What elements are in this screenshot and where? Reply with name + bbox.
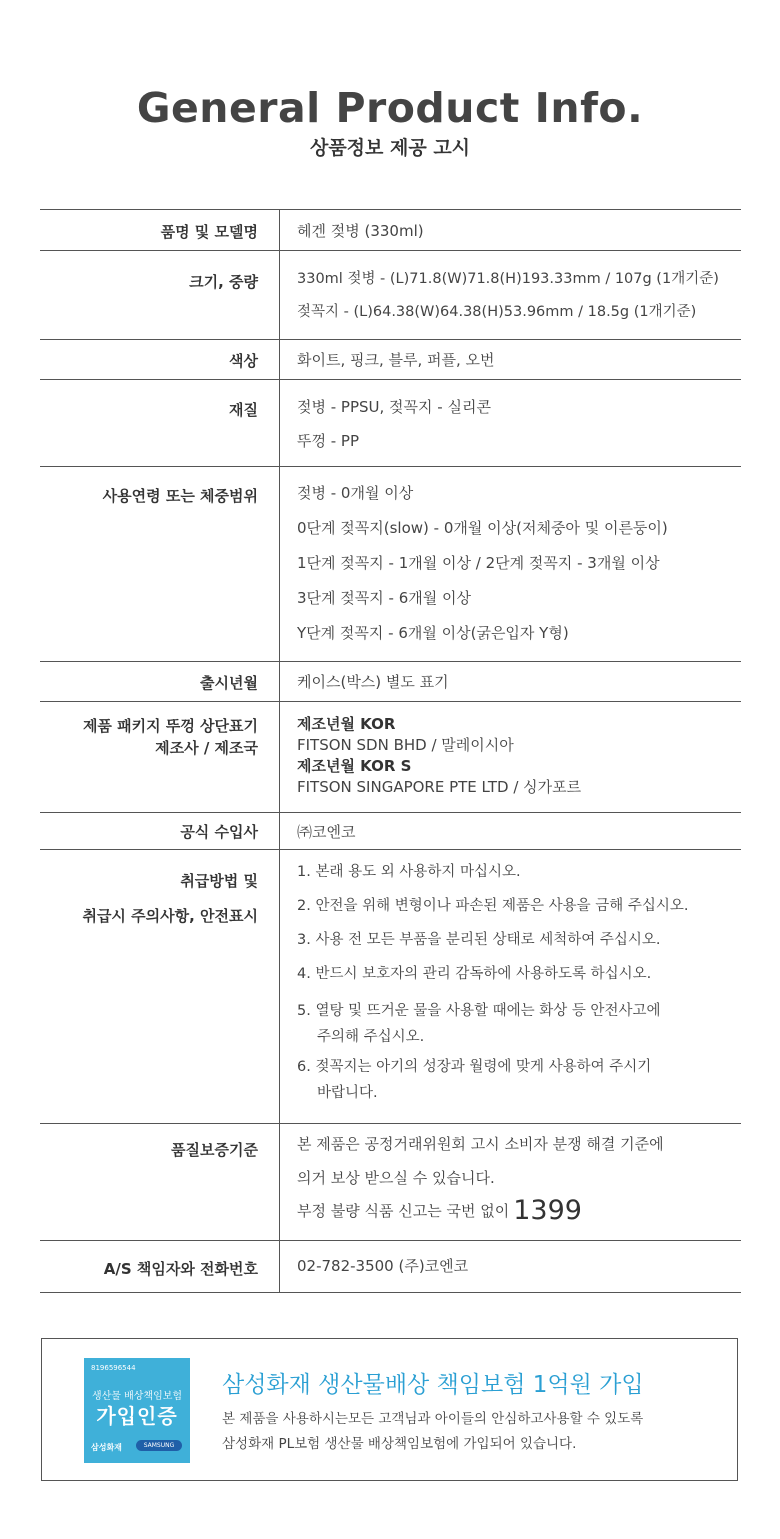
value-line: 2. 안전을 위해 변형이나 파손된 제품은 사용을 금해 주십시오. <box>297 898 689 914</box>
hotline-number: 1399 <box>513 1195 582 1226</box>
row-label: 색상 <box>40 340 280 379</box>
table-row-release-date <box>40 662 741 702</box>
badge-brand: 삼성화재 <box>91 1443 122 1452</box>
value-line: 330ml 젖병 - (L)71.8(W)71.8(H)193.33mm / 107g (1개기준) <box>297 271 719 287</box>
table-row-product-name <box>40 210 741 251</box>
value-line: 본 제품은 공정거래위원회 고시 소비자 분쟁 해결 기준에 <box>297 1135 664 1153</box>
banner-title: 삼성화재 생산물배상 책임보험 1억원 가입 <box>222 1372 644 1398</box>
value-line: 케이스(박스) 별도 표기 <box>297 673 449 691</box>
banner-desc-line: 본 제품을 사용하시는모든 고객님과 아이들의 안심하고사용할 수 있도록 <box>222 1411 644 1427</box>
value-line: 02-782-3500 (주)코엔코 <box>297 1257 469 1275</box>
value-line: 1단계 젖꼭지 - 1개월 이상 / 2단계 젖꼭지 - 3개월 이상 <box>297 554 660 572</box>
badge-line2: 가입인증 <box>96 1404 178 1428</box>
row-value <box>280 380 741 466</box>
insurance-badge-logo <box>84 1358 190 1463</box>
value-line: 젖병 - PPSU, 젖꼭지 - 실리콘 <box>297 398 491 416</box>
value-line: 제조년월 KOR S <box>297 757 412 775</box>
value-line: 0단계 젖꼭지(slow) - 0개월 이상(저체중아 및 이른둥이) <box>297 519 668 537</box>
page-title: General Product Info. <box>136 84 644 132</box>
badge-code: 8196596544 <box>91 1364 136 1372</box>
row-value <box>280 702 741 812</box>
row-value <box>280 1124 741 1240</box>
value-line: FITSON SDN BHD / 말레이시아 <box>297 736 514 754</box>
row-label: 품명 및 모델명 <box>40 210 280 250</box>
row-label: 사용연령 또는 체중범위 <box>40 467 280 661</box>
value-line <box>297 1196 741 1226</box>
table-row-manufacturer <box>40 702 741 813</box>
row-value <box>280 850 741 1123</box>
value-line: 헤겐 젖병 (330ml) <box>297 222 424 240</box>
table-row-quality-warranty <box>40 1124 741 1241</box>
product-info-table <box>40 209 741 1293</box>
report-text: 부정 불량 식품 신고는 국번 없이 <box>297 1202 510 1220</box>
value-line: 주의해 주십시오. <box>317 1029 425 1045</box>
badge-line1: 생산물 배상책임보험 <box>91 1391 183 1402</box>
page-subtitle: 상품정보 제공 고시 <box>309 137 471 159</box>
value-line: 4. 반드시 보호자의 관리 감독하에 사용하도록 하십시오. <box>297 966 652 982</box>
row-label <box>40 702 280 812</box>
banner-desc-line: 삼성화재 PL보험 생산물 배상책임보험에 가입되어 있습니다. <box>222 1436 577 1452</box>
value-line: 제조년월 KOR <box>297 715 396 733</box>
label-line: 취급시 주의사항, 안전표시 <box>82 907 258 925</box>
row-label: A/S 책임자와 전화번호 <box>40 1241 280 1292</box>
row-value <box>280 813 741 849</box>
label-line: 제조사 / 제조국 <box>155 739 258 757</box>
value-line: 젖병 - 0개월 이상 <box>297 484 414 502</box>
table-row-handling <box>40 850 741 1124</box>
table-row-size-weight <box>40 251 741 340</box>
table-row-age-range <box>40 467 741 662</box>
value-line: 젖꼭지 - (L)64.38(W)64.38(H)53.96mm / 18.5g (1개기준) <box>297 304 697 320</box>
value-line: 3단계 젖꼭지 - 6개월 이상 <box>297 589 471 607</box>
row-value <box>280 340 741 379</box>
table-row-importer <box>40 813 741 850</box>
label-line: 제품 패키지 뚜껑 상단표기 <box>82 717 258 735</box>
row-value <box>280 251 741 339</box>
row-label: 출시년월 <box>40 662 280 701</box>
banner-description <box>222 1407 643 1457</box>
row-value <box>280 467 741 661</box>
label-line: 취급방법 및 <box>180 872 258 890</box>
row-value <box>280 1241 741 1292</box>
value-line: 바랍니다. <box>317 1085 378 1101</box>
row-value <box>280 210 741 250</box>
value-line: 3. 사용 전 모든 부품을 분리된 상태로 세척하여 주십시오. <box>297 932 661 948</box>
table-row-material <box>40 380 741 467</box>
value-line: 의거 보상 받으실 수 있습니다. <box>297 1169 495 1187</box>
value-line: 6. 젖꼭지는 아기의 성장과 월령에 맞게 사용하여 주시기 <box>297 1059 652 1075</box>
row-label <box>40 850 280 1123</box>
value-line: Y단계 젖꼭지 - 6개월 이상(굵은입자 Y형) <box>297 624 569 642</box>
row-label: 재질 <box>40 380 280 466</box>
table-row-color <box>40 340 741 380</box>
value-line: ㈜코엔코 <box>297 823 356 841</box>
row-label: 품질보증기준 <box>40 1124 280 1240</box>
value-line: FITSON SINGAPORE PTE LTD / 싱가포르 <box>297 778 582 796</box>
value-line: 1. 본래 용도 외 사용하지 마십시오. <box>297 864 521 880</box>
value-line: 5. 열탕 및 뜨거운 물을 사용할 때에는 화상 등 안전사고에 <box>297 1003 661 1019</box>
row-label: 크기, 중량 <box>40 251 280 339</box>
value-line: 화이트, 핑크, 블루, 퍼플, 오번 <box>297 351 495 369</box>
insurance-banner <box>41 1338 738 1481</box>
value-line: 뚜껑 - PP <box>297 432 360 450</box>
table-row-as-contact <box>40 1241 741 1293</box>
row-value <box>280 662 741 701</box>
row-label: 공식 수입사 <box>40 813 280 849</box>
samsung-logo-icon: SAMSUNG <box>136 1440 182 1451</box>
